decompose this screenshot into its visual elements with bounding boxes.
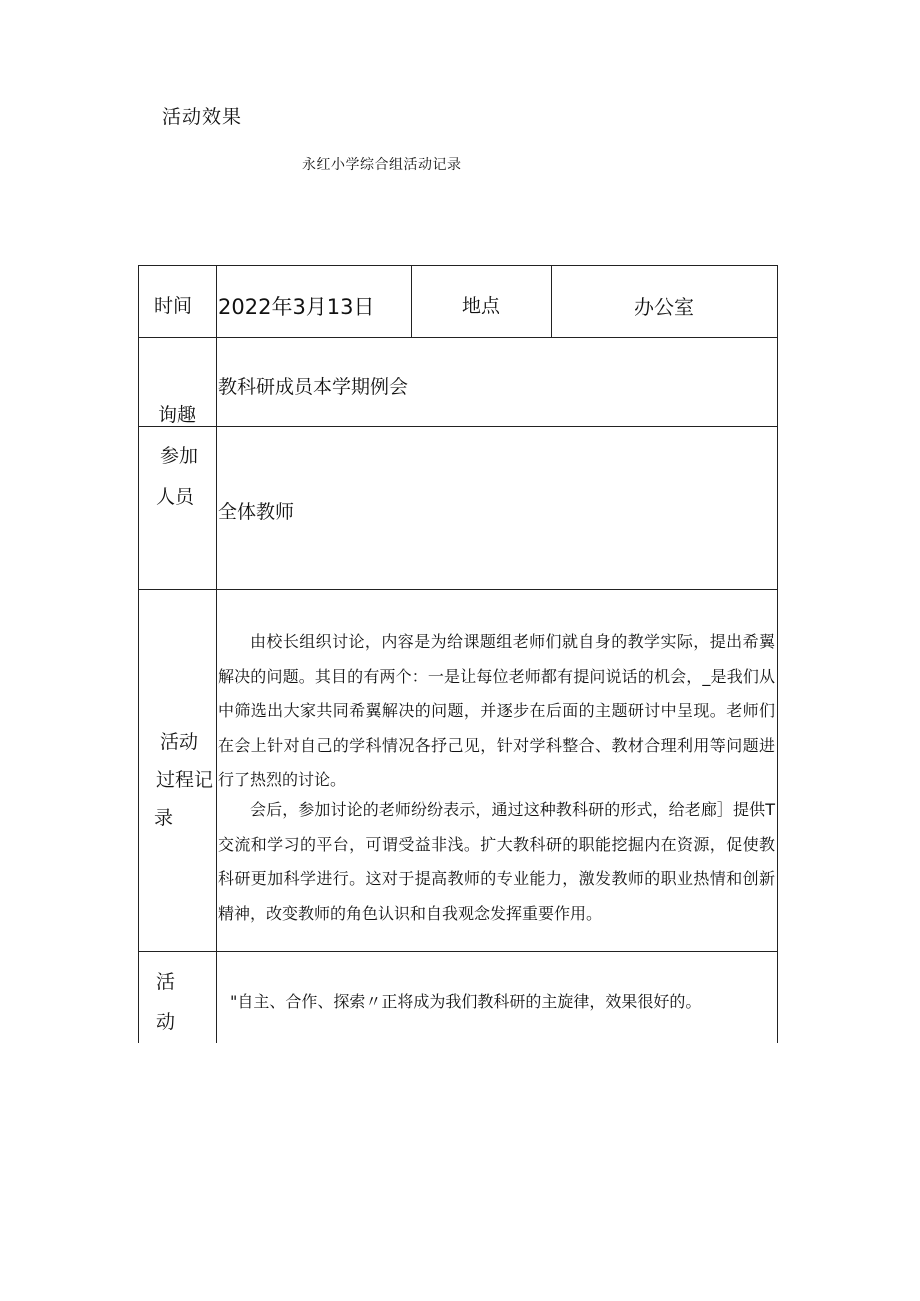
row-divider-4 xyxy=(138,951,778,952)
row-divider-1 xyxy=(138,337,778,338)
section-heading: 活动效果 xyxy=(162,106,243,128)
effect-label-line2: 动 xyxy=(156,1011,176,1033)
label-column-divider xyxy=(216,265,217,1043)
process-label-line1: 活动 xyxy=(160,731,199,753)
process-label-line3: 录 xyxy=(154,807,174,829)
row-divider-2 xyxy=(138,426,778,427)
table-border-left xyxy=(138,265,139,1043)
topic-value: 教科研成员本学期例会 xyxy=(218,376,409,398)
row-divider-3 xyxy=(138,589,778,590)
place-value: 办公室 xyxy=(634,295,694,319)
time-label: 时间 xyxy=(154,295,193,317)
table-border-top xyxy=(138,265,778,266)
table-border-right xyxy=(777,265,778,1043)
document-subtitle: 永红小学综合组活动记录 xyxy=(302,157,462,173)
activity-record-table xyxy=(138,265,778,1043)
process-paragraph-2: 会后，参加讨论的老师纷纷表示，通过这种教科研的形式，给老廊］提供T交流和学习的平台，可谓受益非浅。扩大教科研的职能挖掘内在资源，促使教科研更加科学进行。这对于提高教师的专业能力，激发教师的职业热情和创新精神，改变教师的角色认识和自我观念发挥重要作用。 xyxy=(218,800,775,923)
effect-value: "自主、合作、探索〃正将成为我们教科研的主旋律，效果很好的。 xyxy=(230,992,702,1011)
date-value: 2022年3月13日 xyxy=(218,295,375,319)
participants-label-line1: 参加 xyxy=(160,445,199,467)
place-label: 地点 xyxy=(462,295,501,317)
place-label-divider xyxy=(551,265,552,337)
date-column-divider xyxy=(411,265,412,337)
process-paragraph-1: 由校长组织讨论，内容是为给课题组老师们就自身的教学实际，提出希翼解决的问题。其目的有两个：一是让每位老师都有提问说话的机会，_是我们从中筛选出大家共同希翼解决的问题，并逐步在后面的主题研讨中呈现。老师们在会上针对自己的学科情况各抒己见，针对学科整合、教材合理利用等问题进行了热烈的讨论。 xyxy=(218,632,775,789)
participants-label-line2: 人员 xyxy=(156,486,195,508)
process-label-line2: 过程记 xyxy=(156,769,214,791)
participants-value: 全体教师 xyxy=(218,501,295,523)
topic-label: 询趣 xyxy=(158,404,197,426)
effect-label-line1: 活 xyxy=(156,971,176,993)
